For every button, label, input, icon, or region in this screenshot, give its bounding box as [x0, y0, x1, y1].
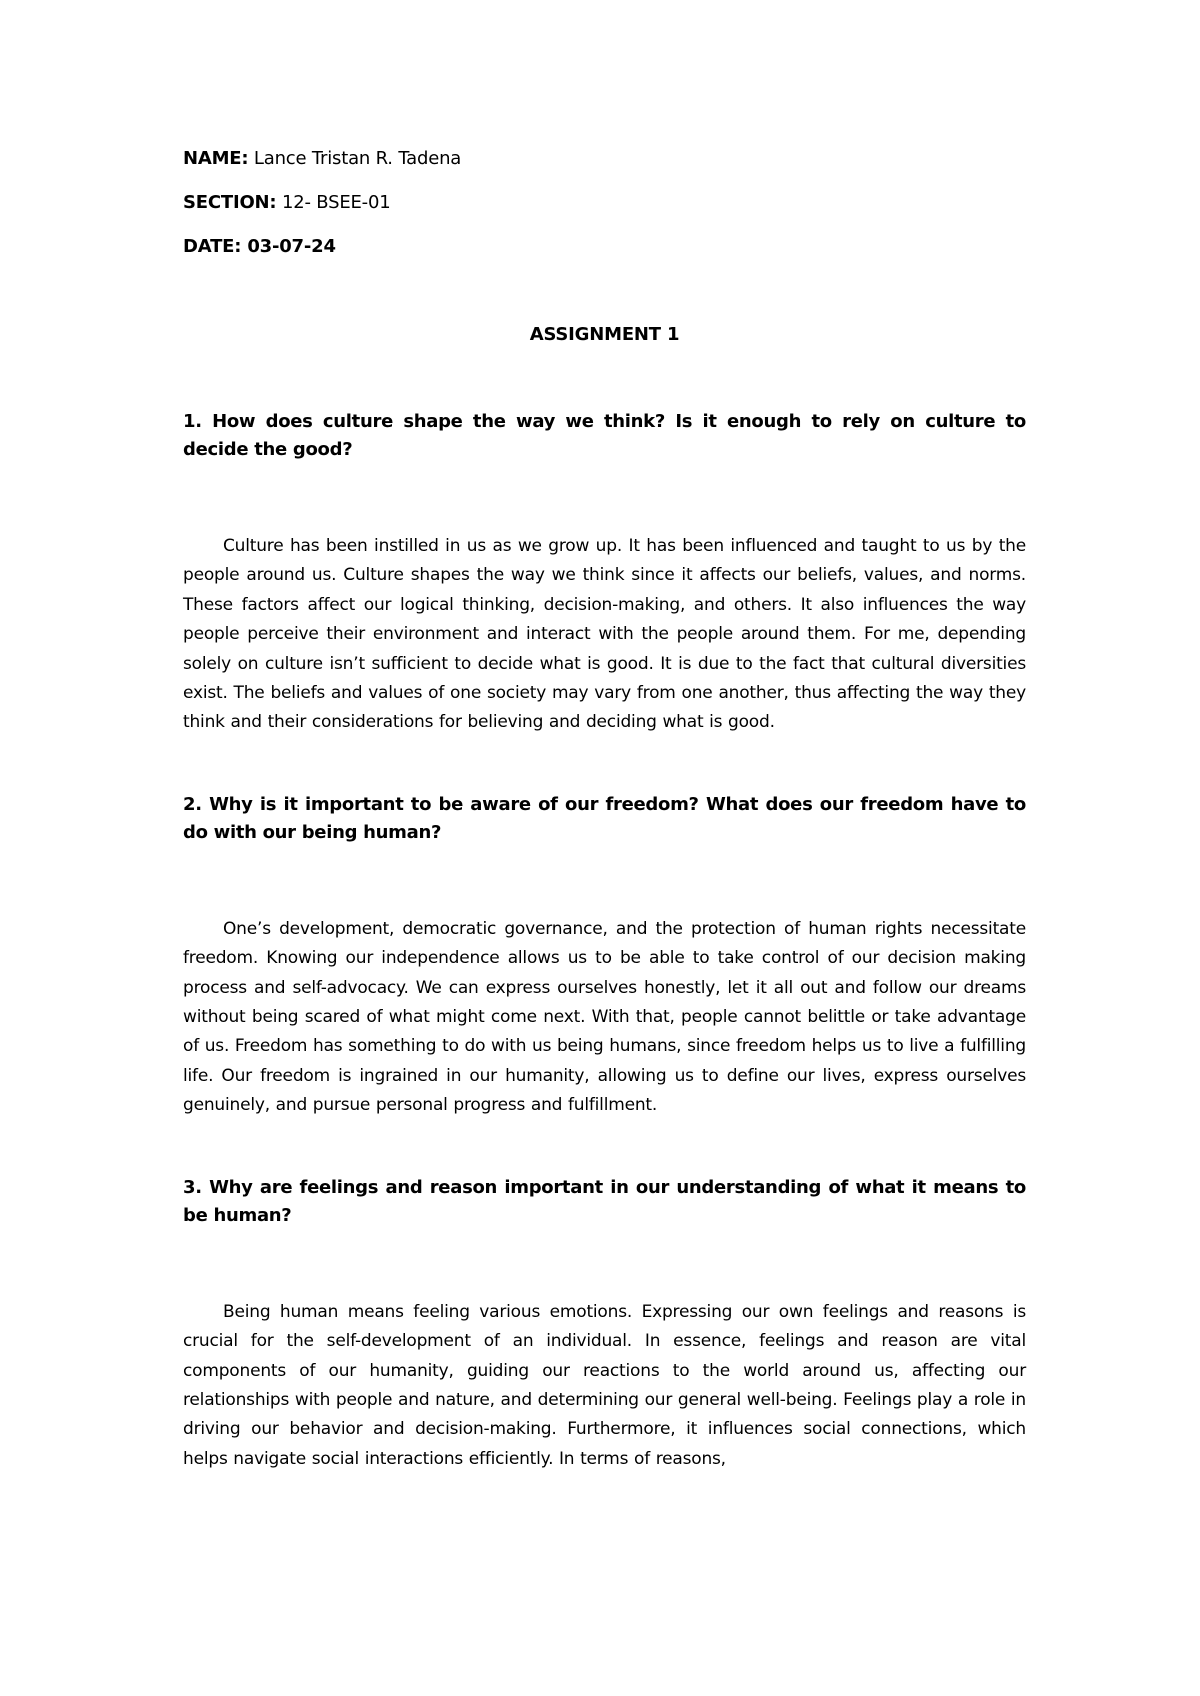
date-line	[183, 236, 1026, 258]
answer-3: Being human means feeling various emotions. Expressing our own feelings and reasons is crucial for the self-development of an individual. In essence, feelings and reason are vital components of our humanity, guiding our reactions to the world around us, affecting our relationships with people and nature, and determining our general well-being. Feelings play a role in driving our behavior and decision-making. Furthermore, it influences social connections, which helps navigate social interactions efficiently. In terms of reasons,	[183, 1301, 1026, 1469]
date-label: DATE:	[183, 236, 242, 257]
answer-1: Culture has been instilled in us as we grow up. It has been influenced and taught to us by the people around us. Culture shapes the way we think since it affects our beliefs, values, and norms. These factors affect our logical thinking, decision-making, and others. It also influences the way people perceive their environment and interact with the people around them. For me, depending solely on culture isn’t sufficient to decide what is good. It is due to the fact that cultural diversities exist. The beliefs and values of one society may vary from one another, thus affecting the way they think and their considerations for believing and deciding what is good.	[183, 536, 1026, 733]
date-value: 03-07-24	[241, 236, 336, 257]
question-2: 2. Why is it important to be aware of our freedom? What does our freedom have to do with our being human?	[183, 793, 1026, 843]
question-3: 3. Why are feelings and reason important in our understanding of what it means to be human?	[183, 1176, 1026, 1226]
question-1: 1. How does culture shape the way we think? Is it enough to rely on culture to decide the good?	[183, 411, 1026, 460]
assignment-title: ASSIGNMENT 1	[529, 324, 680, 345]
section-value: 12- BSEE-01	[276, 192, 391, 213]
name-line	[183, 148, 1026, 170]
name-value: Lance Tristan R. Tadena	[248, 148, 462, 169]
name-label: NAME:	[183, 148, 249, 169]
section-label: SECTION:	[183, 192, 277, 213]
document-page	[183, 148, 1026, 1474]
section-line	[183, 192, 1026, 214]
answer-2: One’s development, democratic governance, and the protection of human rights necessitate freedom. Knowing our independence allows us to be able to take control of our decision making process and self-advocacy. We can express ourselves honestly, let it all out and follow our dreams without being scared of what might come next. With that, people cannot belittle or take advantage of us. Freedom has something to do with us being humans, since freedom helps us to live a fulfilling life. Our freedom is ingrained in our humanity, allowing us to define our lives, express ourselves genuinely, and pursue personal progress and fulfillment.	[183, 918, 1026, 1116]
